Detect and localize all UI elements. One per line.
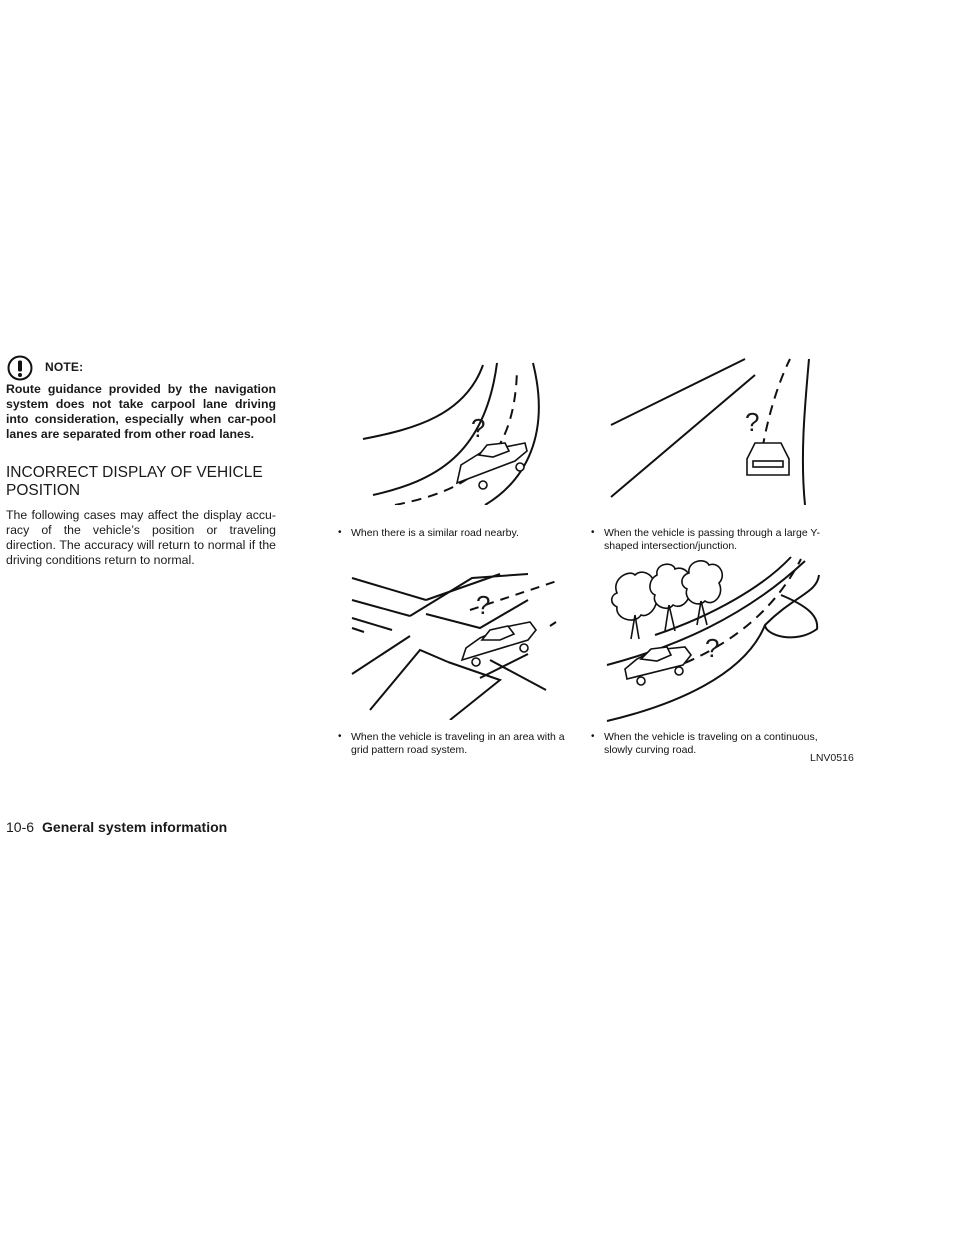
caption-text: When there is a similar road nearby. xyxy=(351,527,519,539)
warning-exclamation-icon xyxy=(6,354,34,382)
caption-similar-road xyxy=(338,527,581,540)
illustration-curving-road xyxy=(605,555,820,725)
illustration-similar-road xyxy=(355,355,555,505)
car-icon xyxy=(457,443,527,489)
question-mark: ? xyxy=(471,413,486,443)
section-heading-line1: INCORRECT DISPLAY OF VEHICLE xyxy=(6,464,263,481)
tree-icons xyxy=(612,561,723,639)
y-intersection-drawing xyxy=(605,355,815,505)
section-heading xyxy=(6,464,286,500)
note-body: Route guidance provided by the navigation system does not take carpool lane driving into consideration, especially when car-pool lanes are separated from other road lanes. xyxy=(6,382,276,441)
caption-text: When the vehicle is passing through a large Y-shaped intersection/junction. xyxy=(604,527,820,552)
footer-section-name: General system information xyxy=(42,819,228,835)
caption-text: When the vehicle is traveling in an area with a grid pattern road system. xyxy=(351,731,565,756)
similar-road-drawing xyxy=(355,355,555,505)
section-body: The following cases may affect the display accu-racy of the vehicle’s position or traveling direction. The accuracy will return to normal if the driving conditions return to normal. xyxy=(6,508,276,567)
caption-bullet: • xyxy=(591,731,595,742)
illustration-grid-roads xyxy=(350,570,565,720)
car-icon xyxy=(747,443,789,475)
section-heading-line2: POSITION xyxy=(6,482,81,499)
caption-bullet: • xyxy=(338,731,342,742)
caption-curving-road xyxy=(591,731,834,756)
image-code: LNV0516 xyxy=(810,752,854,764)
caption-bullet: • xyxy=(591,527,595,538)
question-mark: ? xyxy=(745,407,760,437)
illustration-y-intersection xyxy=(605,355,815,505)
question-mark: ? xyxy=(476,590,491,620)
grid-roads-drawing xyxy=(350,570,565,720)
page-footer xyxy=(6,819,227,835)
caption-grid-roads xyxy=(338,731,581,756)
question-mark: ? xyxy=(705,633,720,663)
car-icon xyxy=(462,622,536,666)
caption-bullet: • xyxy=(338,527,342,538)
note-label: NOTE: xyxy=(45,360,84,374)
caption-text: When the vehicle is traveling on a continuous, slowly curving road. xyxy=(604,731,818,756)
page-number: 10-6 xyxy=(6,819,35,835)
car-icon xyxy=(625,647,691,685)
caption-y-intersection xyxy=(591,527,834,552)
